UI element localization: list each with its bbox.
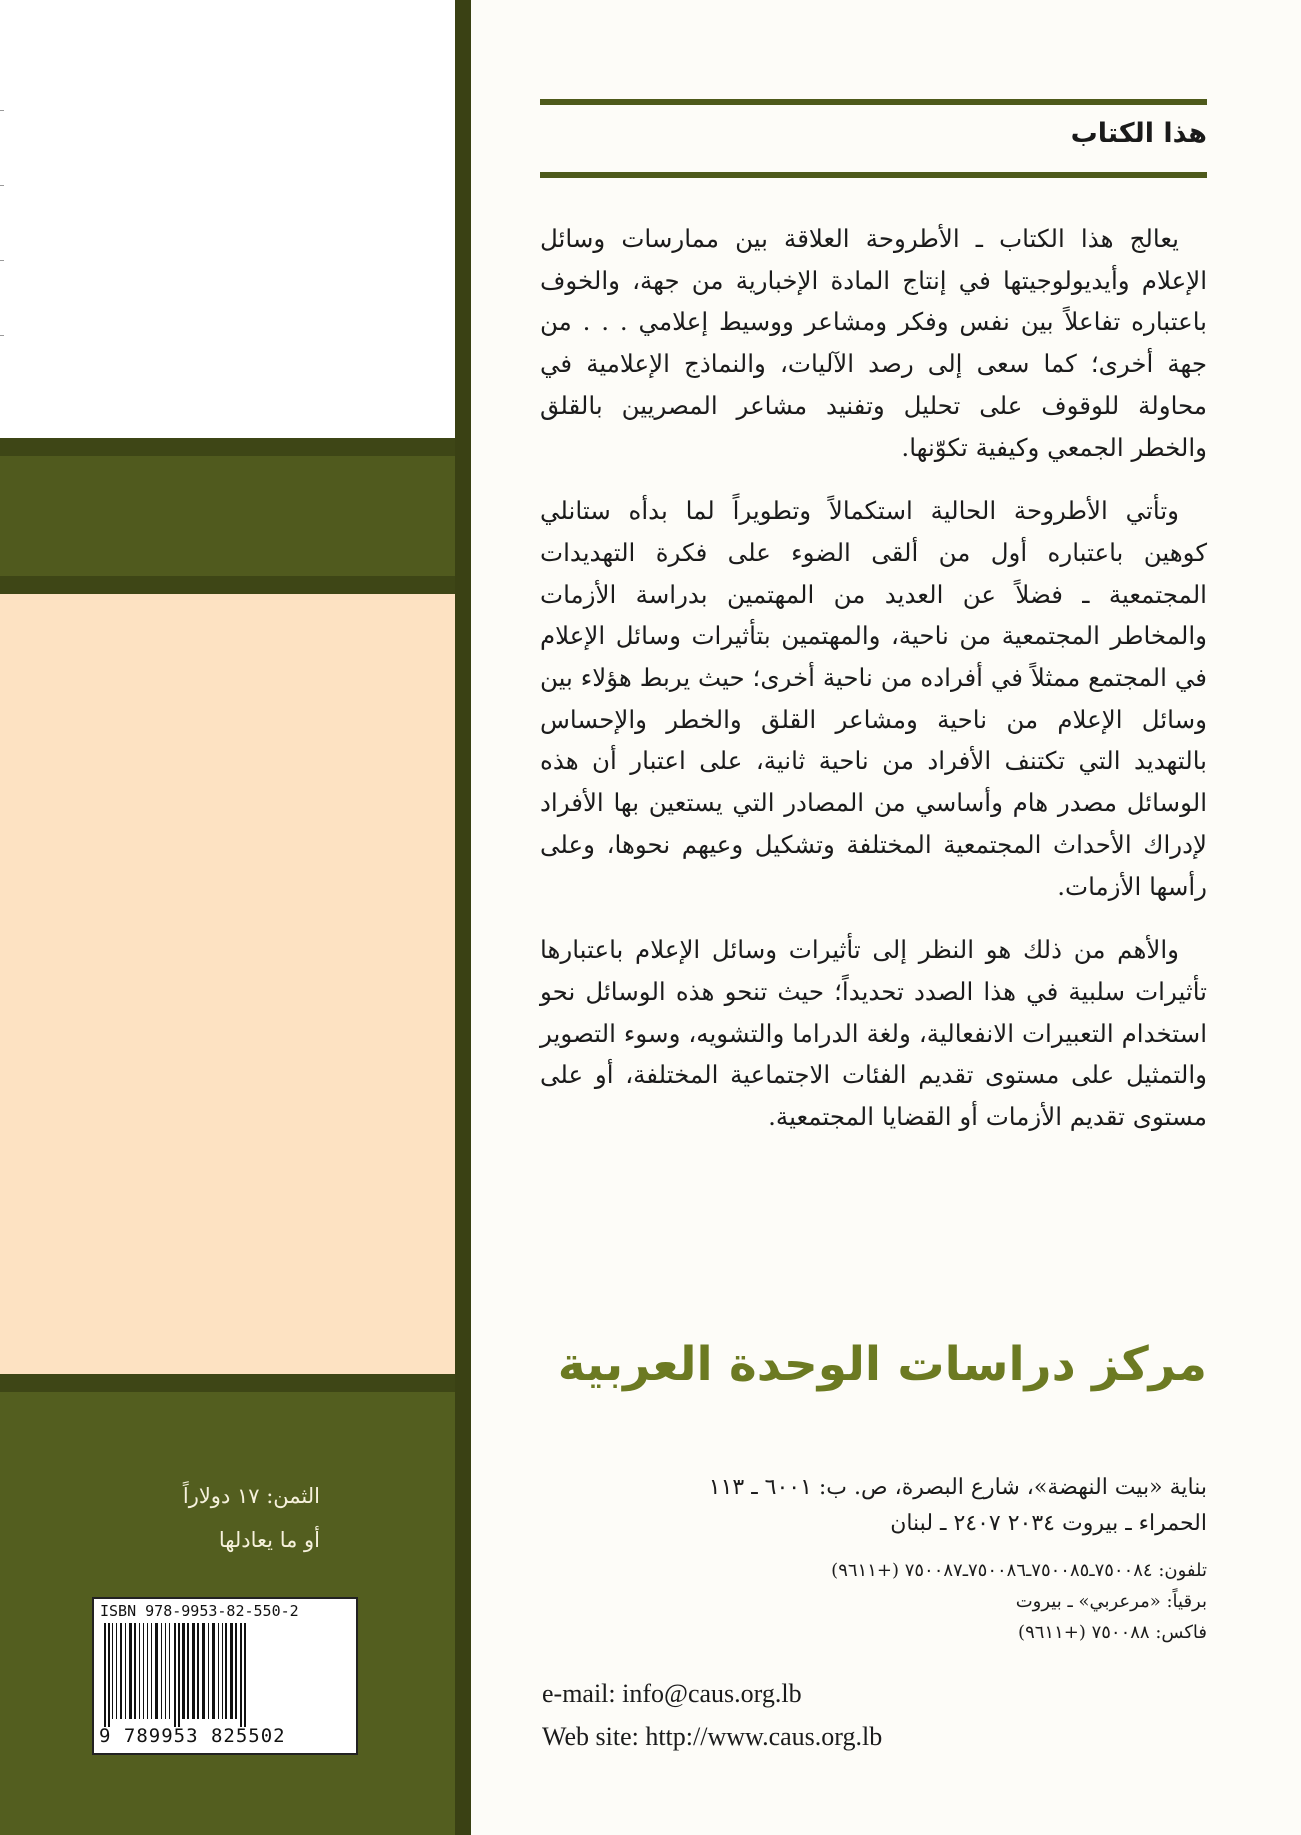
barcode-bar: [108, 1623, 110, 1727]
barcode-number: 9 789953 825502: [99, 1725, 286, 1747]
barcode-bar: [225, 1623, 227, 1719]
price-line: الثمن: ١٧ دولاراً: [182, 1484, 320, 1508]
barcode-bar: [244, 1623, 246, 1727]
barcode-bar: [155, 1623, 158, 1719]
isbn-barcode: [92, 1597, 358, 1755]
section-label: هذا الكتاب: [1070, 118, 1207, 149]
barcode-bar: [112, 1623, 113, 1719]
blurb-paragraph: والأهم من ذلك هو النظر إلى تأثيرات وسائل الإعلام باعتبارها تأثيرات سلبية في هذا الصدد تحديداً؛ حيث تنحو هذه الوسائل نحو استخدام التعبيرات الانفعالية، ولغة الدراما والتشويه، وسوء التصوير والتمثيل على مستوى تقديم الفئات الاجتماعية المختلفة، أو على مستوى تقديم الأزمات أو القضايا المجتمعية.: [540, 935, 1207, 1132]
barcode-bar: [161, 1623, 162, 1719]
barcode-bar: [143, 1623, 144, 1719]
blurb-paragraph: وتأتي الأطروحة الحالية استكمالاً وتطويراً لما بدأه ستانلي كوهين باعتباره أول من ألقى الضوء على فكرة التهديدات المجتمعية ـ فضلاً عن العديد من المهتمين بدراسة الأزمات والمخاطر المجتمعية من ناحية، والمهتمين بتأثيرات وسائل الإعلام في المجتمع ممثلاً في أفراده من ناحية أخرى؛ حيث يربط هؤلاء بين وسائل الإعلام من ناحية ومشاعر القلق والخطر والإحساس بالتهديد التي تكتنف الأفراد من ناحية ثانية، على اعتبار أن هذه الوسائل مصدر هام وأساسي من المصادر التي يستعين بها الأفراد لإدراك الأحداث المجتمعية المختلفة وتشكيل وعيهم نحوها، وعلى رأسها الأزمات.: [540, 496, 1207, 901]
barcode-bar: [212, 1623, 215, 1719]
barcode-bar: [218, 1623, 219, 1719]
olive-band-top-inner: [0, 456, 455, 576]
top-rule: [540, 99, 1207, 105]
address-line: بناية «بيت النهضة»، شارع البصرة، ص. ب: ٦٠٠١ ـ ١١٣: [708, 1475, 1207, 1500]
barcode-bar: [202, 1623, 205, 1719]
publisher-address: [540, 1470, 1207, 1542]
barcode-bar: [192, 1623, 195, 1719]
barcode-bar: [197, 1623, 199, 1719]
spine-strip: [455, 0, 471, 1835]
price-equivalent-line: أو ما يعادلها: [218, 1528, 320, 1552]
second-rule: [540, 172, 1207, 178]
barcode-bar: [139, 1623, 140, 1719]
phone-line: تلفون: ٧٥٠٠٨٤ـ٧٥٠٠٨٥ـ٧٥٠٠٨٦ـ٧٥٠٠٨٧ (+٩٦١١): [831, 1560, 1207, 1581]
latin-contact: [542, 1672, 882, 1758]
barcode-bar: [116, 1623, 117, 1719]
edge-tick: [0, 110, 4, 111]
olive-band-top: [0, 438, 455, 594]
barcode-bar: [187, 1623, 189, 1719]
barcode-bar: [165, 1623, 166, 1719]
address-line: الحمراء ـ بيروت ٢٠٣٤ ٢٤٠٧ ـ لبنان: [890, 1511, 1207, 1536]
edge-tick: [0, 185, 4, 186]
barcode-bar: [129, 1623, 132, 1719]
edge-tick: [0, 335, 4, 336]
email-line: e-mail: info@caus.org.lb: [542, 1679, 802, 1708]
barcode-bar: [182, 1623, 185, 1719]
barcode-bar: [178, 1623, 180, 1727]
barcode-bar: [125, 1623, 126, 1719]
barcode-bar: [120, 1623, 122, 1719]
isbn-label: ISBN 978-9953-82-550-2: [100, 1602, 299, 1620]
contact-info: [540, 1555, 1207, 1648]
barcode-bar: [174, 1623, 176, 1727]
barcode-bar: [235, 1623, 237, 1719]
blurb-text: [540, 218, 1207, 1160]
peach-panel: [0, 594, 455, 1374]
barcode-bar: [208, 1623, 209, 1719]
barcode-bar: [147, 1623, 148, 1719]
telegram-line: برقياً: «مرعربي» ـ بيروت: [1015, 1591, 1207, 1612]
barcode-bar: [134, 1623, 136, 1719]
blurb-paragraph: يعالج هذا الكتاب ـ الأطروحة العلاقة بين ممارسات وسائل الإعلام وأيديولوجيتها في إنتاج المادة الإخبارية من جهة، والخوف باعتباره تفاعلاً بين نفس وفكر ومشاعر ووسيط إعلامي . . . من جهة أخرى؛ كما سعى إلى رصد الآليات، والنماذج الإعلامية في محاولة للوقوف على تحليل وتفنيد مشاعر المصريين بالقلق والخطر الجمعي وكيفية تكوّنها.: [540, 224, 1207, 462]
barcode-bars: [102, 1623, 348, 1727]
cover-left-white-panel: [0, 0, 455, 438]
barcode-bar: [230, 1623, 233, 1719]
barcode-bar: [222, 1623, 223, 1719]
price-block: [120, 1474, 320, 1562]
edge-tick: [0, 260, 4, 261]
barcode-bar: [169, 1623, 170, 1719]
barcode-bar: [240, 1623, 242, 1727]
publisher-name: مركز دراسات الوحدة العربية: [557, 1337, 1207, 1392]
barcode-bar: [151, 1623, 152, 1719]
website-line: Web site: http://www.caus.org.lb: [542, 1722, 883, 1751]
barcode-bar: [104, 1623, 106, 1727]
fax-line: فاكس: ٧٥٠٠٨٨ (+٩٦١١): [1018, 1622, 1207, 1643]
